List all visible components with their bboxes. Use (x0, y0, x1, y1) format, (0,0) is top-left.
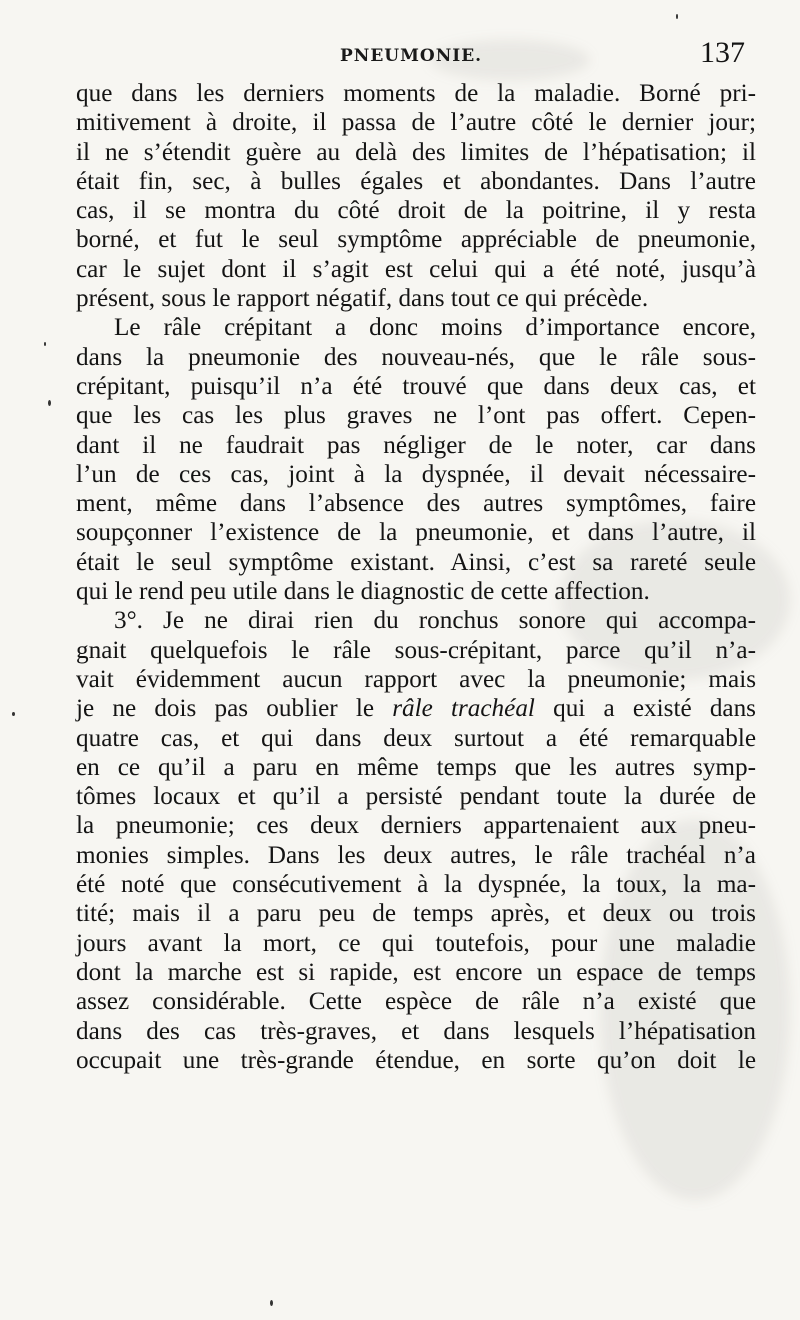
text-line: présent, sous le rapport négatif, dans tout ce qui précède. (76, 285, 649, 313)
text-line: que dans les derniers moments de la maladie. Borné pri- (76, 80, 756, 107)
text-line: occupait une très-grande étendue, en sorte qu’on doit le (76, 1046, 756, 1074)
text-segment: je ne dois pas oublier le (76, 695, 393, 723)
text-line: dans la pneumonie des nouveau-nés, que le râle sous- (76, 343, 756, 371)
text-line: tômes locaux et qu’il a persisté pendant toute la durée de (76, 783, 756, 811)
text-line: gnait quelquefois le râle sous-crépitant, parce qu’il n’a- (76, 636, 756, 664)
text-line: soupçonner l’existence de la pneumonie, et dans l’autre, il (76, 519, 756, 547)
text-line: l’un de ces cas, joint à la dyspnée, il devait nécessaire- (76, 460, 756, 488)
scan-speck (270, 1300, 273, 1306)
scan-speck (12, 712, 15, 716)
text-line: dans des cas très-graves, et dans lesquels l’hépatisation (76, 1017, 756, 1045)
text-line: il ne s’étendit guère au delà des limites de l’hépatisation; il (76, 138, 756, 166)
text-line: la pneumonie; ces deux derniers appartenaient aux pneu- (76, 812, 756, 840)
text-line: monies simples. Dans les deux autres, le râle trachéal n’a (76, 841, 756, 869)
text-line: borné, et fut le seul symptôme appréciable de pneumonie, (76, 226, 756, 254)
body-text (76, 79, 756, 1075)
text-line: ment, même dans l’absence des autres symptômes, faire (76, 490, 756, 518)
paragraph-first-line: 3°. Je ne dirai rien du ronchus sonore qui accompa- (114, 607, 756, 635)
italic-term: râle trachéal (392, 695, 535, 723)
paragraph-first-line: Le râle crépitant a donc moins d’importance encore, (114, 314, 756, 342)
text-line: cas, il se montra du côté droit de la poitrine, il y resta (76, 197, 756, 225)
text-line: dont la marche est si rapide, est encore un espace de temps (76, 958, 756, 986)
text-line-with-italic (76, 694, 756, 723)
scan-speck (48, 400, 51, 406)
text-line: mitivement à droite, il passa de l’autre côté le dernier jour; (76, 109, 756, 137)
scan-speck (44, 342, 46, 346)
text-line: car le sujet dont il s’agit est celui qui a été noté, jusqu’à (76, 255, 756, 283)
text-line: quatre cas, et qui dans deux surtout a été remarquable (76, 724, 756, 752)
text-line: était le seul symptôme existant. Ainsi, c’est sa rareté seule (76, 548, 756, 576)
page-header (0, 34, 800, 74)
text-line: en ce qu’il a paru en même temps que les autres symp- (76, 753, 756, 781)
text-line: était fin, sec, à bulles égales et abondantes. Dans l’autre (76, 167, 756, 195)
text-line: crépitant, puisqu’il n’a été trouvé que dans deux cas, et (76, 372, 756, 400)
text-line: qui le rend peu utile dans le diagnostic de cette affection. (76, 578, 650, 606)
text-line: vait évidemment aucun rapport avec la pneumonie; mais (76, 665, 756, 693)
text-line: jours avant la mort, ce qui toutefois, pour une maladie (76, 929, 756, 957)
text-line: assez considérable. Cette espèce de râle n’a existé que (76, 988, 756, 1016)
scan-speck (676, 14, 678, 19)
page-number: 137 (700, 36, 745, 69)
text-line: tité; mais il a paru peu de temps après, et deux ou trois (76, 900, 756, 928)
text-segment: qui a existé dans (534, 695, 756, 723)
text-line: que les cas les plus graves ne l’ont pas offert. Cepen- (76, 402, 756, 430)
running-title: PNEUMONIE. (340, 46, 483, 66)
text-line: été noté que consécutivement à la dyspnée, la toux, la ma- (76, 871, 756, 899)
text-line: dant il ne faudrait pas négliger de le noter, car dans (76, 431, 756, 459)
